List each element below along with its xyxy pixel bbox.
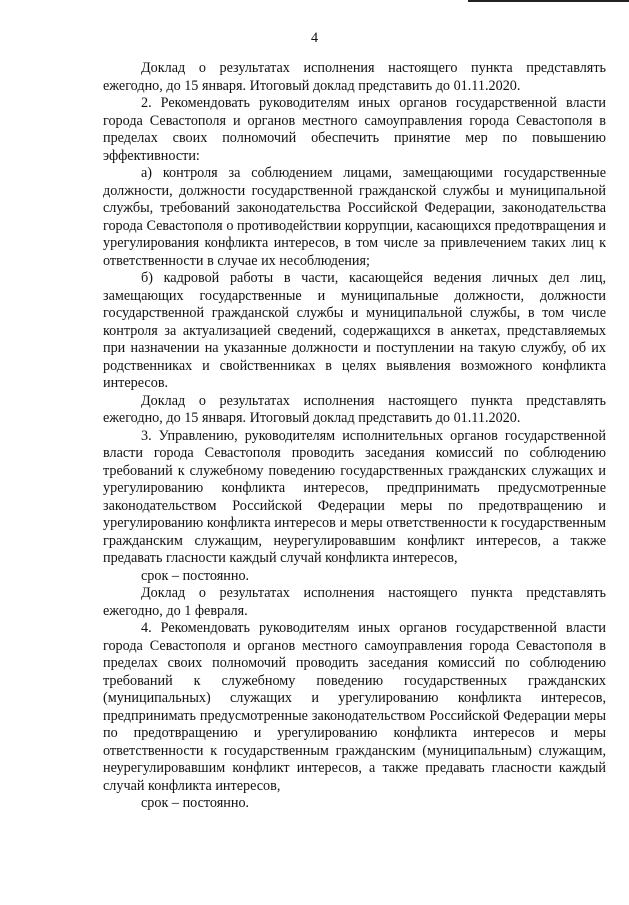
paragraph-item-2b: б) кадровой работы в части, касающейся ведения личных дел лиц, замещающих государственные и муниципальные должности, должности государственной гражданской службы и муниципальной службы, в том числе контроля за актуализацией сведений, содержащихся в анкетах, представляемых при назначении на указанные должности и поступлении на такую службу, об их родственниках и свойственниках в целях выявления возможного конфликта интересов. — [103, 270, 606, 391]
paragraph-report-item-3: Доклад о результатах исполнения настоящего пункта представлять ежегодно, до 1 февраля. — [103, 585, 606, 619]
paragraph-item-2: 2. Рекомендовать руководителям иных органов государственной власти города Севастополя и органов местного самоуправления города Севастополя в пределах своих полномочий обеспечить принятие мер по повышению эффективности: — [103, 95, 606, 164]
paragraph-deadline-item-4: срок – постоянно. — [141, 795, 250, 811]
top-edge-rule — [468, 0, 629, 2]
paragraph-report-item-1: Доклад о результатах исполнения настоящего пункта представлять ежегодно, до 15 января. Итоговый доклад представить до 01.11.2020. — [103, 60, 606, 94]
paragraph-item-3: 3. Управлению, руководителям исполнительных органов государственной власти города Севастополя проводить заседания комиссий по соблюдению требований к служебному поведению государственных гражданских служащих и урегулированию конфликта интересов, предпринимать предусмотренные законодательством Российской Федерации меры по предотвращению и урегулированию конфликта интересов и меры ответственности к государственным гражданским служащим, неурегулировавшим конфликт интересов, а также предавать гласности каждый случай конфликта интересов, — [103, 427, 606, 566]
page-number: 4 — [310, 30, 319, 46]
paragraph-item-4: 4. Рекомендовать руководителям иных органов государственной власти города Севастополя и органов местного самоуправления города Севастополя в пределах своих полномочий проводить заседания комиссий по соблюдению требований к служебному поведению государственных гражданских (муниципальных) служащих и урегулированию конфликта интересов, предпринимать предусмотренные законодательством Российской Федерации меры по предотвращению и урегулированию конфликта интересов и меры ответственности к государственным гражданским (муниципальным) служащим, неурегулировавшим конфликт интересов, а также предавать гласности каждый случай конфликта интересов, — [103, 620, 606, 794]
document-body — [103, 60, 606, 813]
paragraph-deadline-item-3: срок – постоянно. — [141, 567, 250, 584]
paragraph-item-2a: а) контроля за соблюдением лицами, замещающими государственные должности, должности государственной гражданской службы и муниципальной службы, требований законодательства Российской Федерации, законодательства города Севастополя о противодействии коррупции, касающихся предотвращения и урегулирования конфликта интересов, в том числе за привлечением таких лиц к ответственности в случае их несоблюдения; — [103, 165, 606, 269]
paragraph-report-item-2: Доклад о результатах исполнения настоящего пункта представлять ежегодно, до 15 января. Итоговый доклад представить до 01.11.2020. — [103, 392, 606, 426]
